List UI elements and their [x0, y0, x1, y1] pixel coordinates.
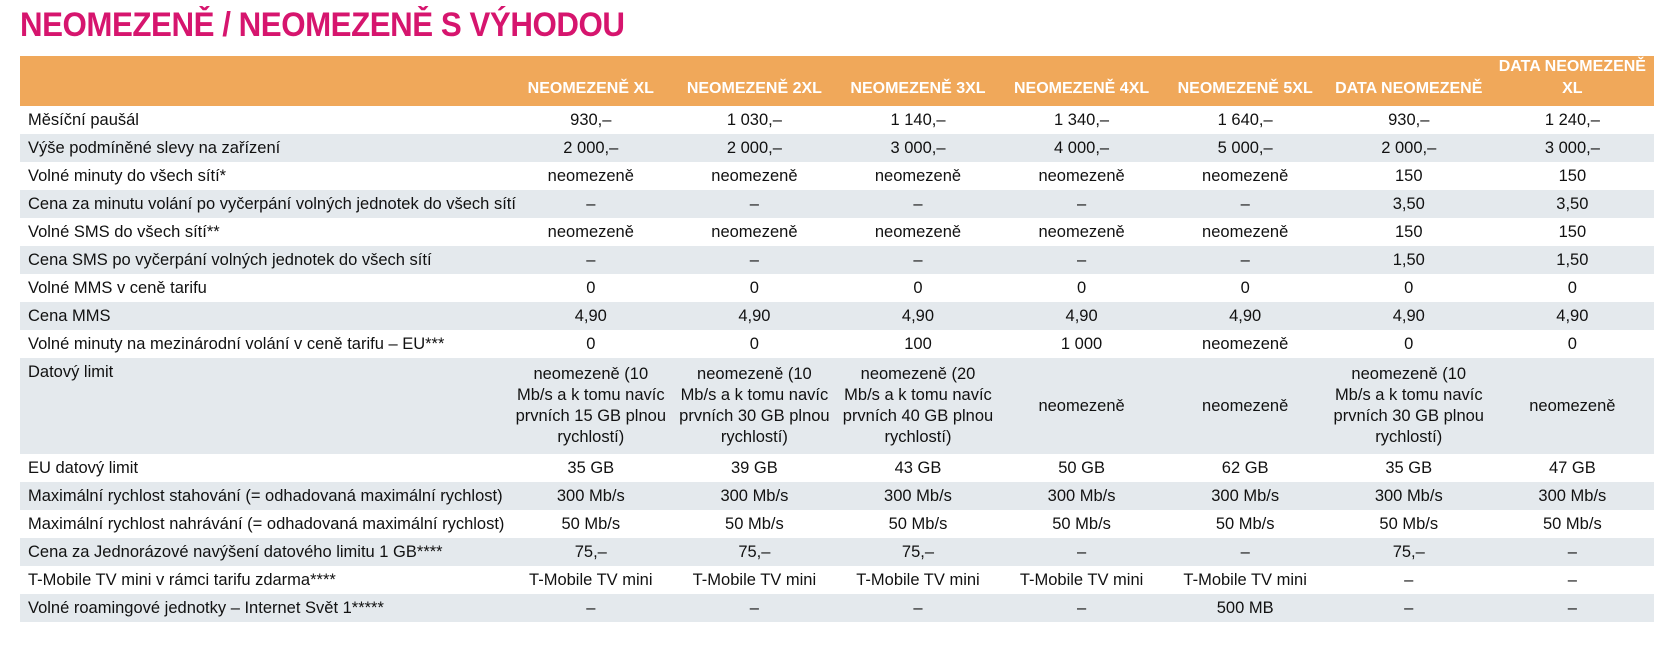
table-cell: 75,–: [673, 538, 837, 566]
table-cell: 100: [904, 335, 932, 353]
table-cell: –: [1000, 246, 1164, 274]
row-label: Cena za minutu volání po vyčerpání volných jednotek do všech sítí: [20, 190, 509, 218]
table-cell: neomezeně: [1038, 167, 1125, 185]
table-cell: –: [1404, 571, 1414, 589]
table-cell: neomezeně: [711, 167, 798, 185]
row-label: Cena MMS: [20, 302, 509, 330]
table-row: [20, 454, 1654, 482]
table-cell: neomezeně (10 Mb/s a k tomu navíc prvních 30 GB plnou rychlostí): [1327, 358, 1491, 454]
table-cell: 4,90: [1491, 302, 1655, 330]
table-cell: 62 GB: [1221, 459, 1269, 477]
table-cell: 50 Mb/s: [1543, 515, 1602, 533]
table-cell: 300 Mb/s: [673, 482, 837, 510]
table-cell: T-Mobile TV mini: [856, 571, 980, 589]
table-cell: 150: [1558, 223, 1587, 241]
row-label: Cena za Jednorázové navýšení datového limitu 1 GB****: [20, 538, 509, 566]
table-cell: –: [1000, 190, 1164, 218]
header-blank-cell: [20, 56, 509, 106]
table-cell: T-Mobile TV mini: [1019, 571, 1144, 589]
table-cell: neomezeně: [1038, 223, 1125, 241]
row-label: Volné MMS v ceně tarifu: [28, 279, 207, 297]
table-cell: 1 000: [1060, 335, 1103, 353]
table-cell: neomezeně: [1202, 167, 1289, 185]
table-cell: –: [1163, 190, 1327, 218]
table-cell: 300 Mb/s: [836, 482, 1000, 510]
column-header: NEOMEZENĚ 4XL: [1000, 56, 1164, 106]
table-cell: neomezeně: [711, 223, 798, 241]
table-cell: 0: [586, 279, 596, 297]
table-row: [20, 358, 1654, 454]
table-row: [20, 594, 1654, 622]
table-cell: 4,90: [1327, 302, 1491, 330]
table-cell: neomezeně: [1202, 335, 1289, 353]
table-cell: 75,–: [836, 538, 1000, 566]
table-cell: 930,–: [1388, 111, 1430, 129]
table-cell: 43 GB: [894, 459, 942, 477]
table-cell: –: [1327, 594, 1491, 622]
table-cell: –: [509, 594, 673, 622]
table-cell: neomezeně: [874, 167, 962, 185]
row-label: Volné minuty na mezinárodní volání v ceně tarifu – EU***: [28, 335, 445, 353]
table-cell: 1 140,–: [890, 111, 946, 129]
table-cell: 2 000,–: [1327, 134, 1491, 162]
row-label: EU datový limit: [28, 459, 139, 477]
table-cell: neomezeně: [547, 223, 634, 241]
row-label: Měsíční paušál: [28, 111, 139, 129]
table-cell: 4,90: [673, 302, 837, 330]
table-cell: 150: [1395, 223, 1423, 241]
column-header: NEOMEZENĚ XL: [509, 56, 673, 106]
table-row: [20, 106, 1654, 134]
table-cell: neomezeně: [1000, 358, 1164, 454]
table-row: [20, 246, 1654, 274]
table-row: [20, 190, 1654, 218]
table-cell: 4 000,–: [1000, 134, 1164, 162]
table-cell: 50 GB: [1058, 459, 1105, 477]
table-cell: 75,–: [1327, 538, 1491, 566]
table-row: [20, 330, 1654, 358]
table-cell: 930,–: [570, 111, 612, 129]
table-cell: 47 GB: [1548, 459, 1596, 477]
column-header: NEOMEZENĚ 2XL: [673, 56, 837, 106]
table-cell: 0: [1076, 279, 1087, 297]
table-cell: neomezeně: [1163, 358, 1327, 454]
table-cell: 4,90: [509, 302, 673, 330]
table-row: [20, 302, 1654, 330]
row-label: Cena SMS po vyčerpání volných jednotek do všech sítí: [20, 246, 509, 274]
table-cell: 300 Mb/s: [1491, 482, 1655, 510]
row-label: T-Mobile TV mini v rámci tarifu zdarma****: [28, 571, 336, 589]
table-cell: 150: [1395, 167, 1423, 185]
table-cell: 3,50: [1491, 190, 1655, 218]
table-cell: 0: [1404, 335, 1414, 353]
table-cell: 0: [749, 279, 759, 297]
table-cell: –: [1491, 538, 1655, 566]
table-cell: –: [673, 594, 837, 622]
table-row: [20, 218, 1654, 246]
row-label: Volné minuty do všech sítí*: [28, 167, 227, 185]
table-cell: T-Mobile TV mini: [1183, 571, 1307, 589]
table-row: [20, 134, 1654, 162]
table-cell: 4,90: [1163, 302, 1327, 330]
table-cell: 4,90: [1000, 302, 1164, 330]
row-label: Volné roamingové jednotky – Internet Svět 1*****: [20, 594, 509, 622]
table-cell: 1 340,–: [1054, 111, 1110, 129]
table-cell: –: [1491, 594, 1655, 622]
table-cell: –: [836, 190, 1000, 218]
table-cell: T-Mobile TV mini: [529, 571, 653, 589]
row-label: Výše podmíněné slevy na zařízení: [20, 134, 509, 162]
table-cell: 4,90: [836, 302, 1000, 330]
table-cell: 0: [1240, 279, 1250, 297]
table-cell: T-Mobile TV mini: [692, 571, 817, 589]
tariff-table: [20, 56, 1654, 622]
table-cell: 0: [586, 335, 596, 353]
row-label: Maximální rychlost nahrávání (= odhadovaná maximální rychlost): [28, 515, 505, 533]
table-cell: 3 000,–: [1491, 134, 1655, 162]
table-cell: –: [1163, 246, 1327, 274]
table-row: [20, 274, 1654, 302]
table-row: [20, 510, 1654, 538]
row-label: Maximální rychlost stahování (= odhadovaná maximální rychlost): [20, 482, 509, 510]
table-cell: 0: [1404, 279, 1414, 297]
table-cell: 1,50: [1491, 246, 1655, 274]
column-header: NEOMEZENĚ 3XL: [836, 56, 1000, 106]
table-cell: 2 000,–: [673, 134, 837, 162]
table-cell: neomezeně: [1491, 358, 1655, 454]
table-cell: 75,–: [509, 538, 673, 566]
table-cell: neomezeně: [874, 223, 962, 241]
table-row: [20, 538, 1654, 566]
table-cell: 39 GB: [731, 459, 778, 477]
table-header-row: [20, 56, 1654, 106]
table-cell: 35 GB: [1385, 459, 1433, 477]
table-cell: 300 Mb/s: [509, 482, 673, 510]
column-header: DATA NEOMEZENĚ: [1327, 56, 1491, 106]
table-cell: –: [509, 246, 673, 274]
table-cell: 2 000,–: [509, 134, 673, 162]
table-cell: 1 640,–: [1217, 111, 1273, 129]
table-cell: –: [836, 594, 1000, 622]
table-cell: 35 GB: [567, 459, 615, 477]
table-cell: 3 000,–: [836, 134, 1000, 162]
table-cell: 0: [749, 335, 759, 353]
table-cell: 50 Mb/s: [1215, 515, 1275, 533]
table-cell: 50 Mb/s: [1052, 515, 1111, 533]
table-cell: –: [1163, 538, 1327, 566]
table-cell: –: [1000, 594, 1164, 622]
table-row: [20, 566, 1654, 594]
table-cell: 500 MB: [1163, 594, 1327, 622]
table-cell: 0: [1567, 335, 1577, 353]
table-cell: 50 Mb/s: [888, 515, 948, 533]
table-cell: 0: [1567, 279, 1577, 297]
table-cell: neomezeně (10 Mb/s a k tomu navíc prvních 30 GB plnou rychlostí): [673, 358, 837, 454]
table-cell: –: [673, 246, 837, 274]
table-cell: 3,50: [1327, 190, 1491, 218]
table-cell: –: [836, 246, 1000, 274]
table-cell: neomezeně: [547, 167, 634, 185]
table-cell: neomezeně (20 Mb/s a k tomu navíc prvních 40 GB plnou rychlostí): [836, 358, 1000, 454]
table-cell: 150: [1558, 167, 1587, 185]
table-cell: 50 Mb/s: [561, 515, 621, 533]
table-cell: neomezeně: [1202, 223, 1289, 241]
table-cell: 1 240,–: [1544, 111, 1600, 129]
table-cell: –: [509, 190, 673, 218]
table-cell: –: [1567, 571, 1577, 589]
table-cell: 50 Mb/s: [1379, 515, 1439, 533]
table-cell: 300 Mb/s: [1163, 482, 1327, 510]
row-label: Datový limit: [20, 358, 509, 454]
page-title: NEOMEZENĚ / NEOMEZENĚ S VÝHODOU: [20, 6, 625, 44]
table-cell: 1 030,–: [726, 111, 782, 129]
table-cell: –: [673, 190, 837, 218]
table-cell: –: [1000, 538, 1164, 566]
table-cell: neomezeně (10 Mb/s a k tomu navíc prvních 15 GB plnou rychlostí): [509, 358, 673, 454]
table-cell: 5 000,–: [1163, 134, 1327, 162]
table-cell: 300 Mb/s: [1000, 482, 1164, 510]
table-row: [20, 162, 1654, 190]
table-cell: 0: [913, 279, 923, 297]
table-cell: 1,50: [1327, 246, 1491, 274]
row-label: Volné SMS do všech sítí**: [28, 223, 220, 241]
column-header: NEOMEZENĚ 5XL: [1163, 56, 1327, 106]
column-header: DATA NEOMEZENĚ XL: [1491, 56, 1655, 106]
table-row: [20, 482, 1654, 510]
table-cell: 300 Mb/s: [1327, 482, 1491, 510]
table-cell: 50 Mb/s: [725, 515, 784, 533]
